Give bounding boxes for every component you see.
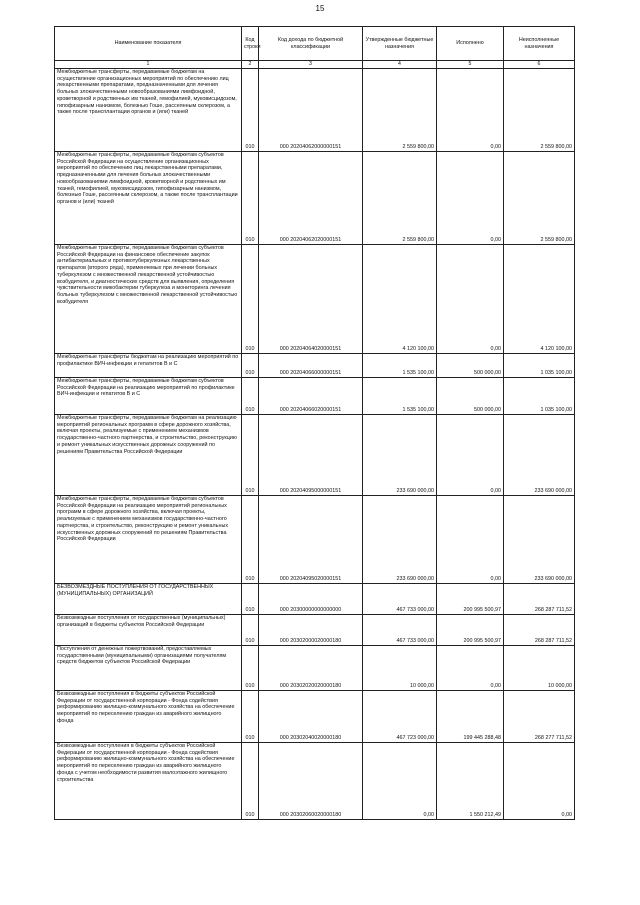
row-line-code-cell: 010 xyxy=(242,743,259,820)
row-approved-cell: 467 733 000,00 xyxy=(363,584,437,615)
column-number: 5 xyxy=(437,61,504,69)
row-executed-cell: 0,00 xyxy=(437,245,504,354)
row-unexecuted-cell: 233 690 000,00 xyxy=(504,496,575,584)
row-approved-cell: 2 559 800,00 xyxy=(363,152,437,245)
page-number: 15 xyxy=(315,4,325,13)
row-line-code-cell: 010 xyxy=(242,415,259,496)
row-approved-cell: 467 733 000,00 xyxy=(363,615,437,646)
row-executed-cell: 500 000,00 xyxy=(437,354,504,378)
header-line-code: Код строки xyxy=(242,27,259,61)
row-budget-code-cell: 000 20204062020000151 xyxy=(259,152,363,245)
row-unexecuted-cell: 268 287 711,52 xyxy=(504,584,575,615)
row-approved-cell: 2 559 800,00 xyxy=(363,69,437,152)
header-executed: Исполнено xyxy=(437,27,504,61)
row-line-code-cell: 010 xyxy=(242,691,259,743)
row-budget-code-cell: 000 20204095000000151 xyxy=(259,415,363,496)
table-row xyxy=(55,415,575,496)
row-executed-cell: 200 995 500,97 xyxy=(437,584,504,615)
row-approved-cell: 10 000,00 xyxy=(363,646,437,691)
row-unexecuted-cell: 2 559 800,00 xyxy=(504,69,575,152)
row-budget-code-cell: 000 20204064020000151 xyxy=(259,245,363,354)
row-line-code-cell: 010 xyxy=(242,152,259,245)
row-executed-cell: 199 445 288,48 xyxy=(437,691,504,743)
row-name-cell: Межбюджетные трансферты, передаваемые бюджетам субъектов Российской Федерации на финансовое обеспечение закупок антибактериальных и противотуберкулезных лекарственных препаратов (второго ряда), применяемых при лечении больных туберкулезом с множественной лекарственной устойчивостью возбудителя, и диагностических средств для выявления, определения чувствительности микобактерии туберкулеза и мониторинга лечения больных туберкулезом с множественной лекарственной устойчивостью возбудителя xyxy=(55,245,242,354)
row-budget-code-cell: 000 20302060020000180 xyxy=(259,743,363,820)
row-approved-cell: 1 535 100,00 xyxy=(363,378,437,415)
row-name-cell: Межбюджетные трансферты, передаваемые бюджетам субъектов Российской Федерации на реализацию мероприятий по профилактике ВИЧ-инфекции и гепатитов B и C xyxy=(55,378,242,415)
table-row xyxy=(55,245,575,354)
table-row xyxy=(55,646,575,691)
row-budget-code-cell: 000 20302000020000180 xyxy=(259,615,363,646)
row-unexecuted-cell: 0,00 xyxy=(504,743,575,820)
row-name-cell: Межбюджетные трансферты, передаваемые бюджетам субъектов Российской Федерации на осуществление организационных мероприятий по обеспечению лиц лекарственными препаратами, предназначенными для лечения больных злокачественными новообразованиями лимфоидной, кроветворной и родственных им тканей, гемофилией, муковисцидозом, гипофизарным нанизмом, болезнью Гоше, рассеянным склерозом, а также после трансплантации органов и (или) тканей xyxy=(55,152,242,245)
row-line-code-cell: 010 xyxy=(242,69,259,152)
row-executed-cell: 500 000,00 xyxy=(437,378,504,415)
row-name-cell: Поступления от денежных пожертвований, предоставляемых государственными (муниципальными) организациями получателям средств бюджетов субъектов Российской Федерации xyxy=(55,646,242,691)
row-budget-code-cell: 000 20204062000000151 xyxy=(259,69,363,152)
row-name-cell: Безвозмездные поступления в бюджеты субъектов Российской Федерации от государственной корпорации - Фонда содействия реформированию жилищно-коммунального хозяйства на обеспечение мероприятий по переселению граждан из аварийного жилищного фонда с учетом необходимости развития малоэтажного жилищного строительства xyxy=(55,743,242,820)
row-executed-cell: 200 995 500,97 xyxy=(437,615,504,646)
row-approved-cell: 233 690 000,00 xyxy=(363,415,437,496)
row-approved-cell: 0,00 xyxy=(363,743,437,820)
row-budget-code-cell: 000 20300000000000000 xyxy=(259,584,363,615)
table-row xyxy=(55,691,575,743)
row-unexecuted-cell: 1 035 100,00 xyxy=(504,378,575,415)
header-name: Наименование показателя xyxy=(55,27,242,61)
header-unexecuted: Неисполненные назначения xyxy=(504,27,575,61)
row-approved-cell: 1 535 100,00 xyxy=(363,354,437,378)
row-approved-cell: 4 120 100,00 xyxy=(363,245,437,354)
row-unexecuted-cell: 268 277 711,52 xyxy=(504,691,575,743)
budget-execution-table xyxy=(54,26,575,820)
row-budget-code-cell: 000 20204095020000151 xyxy=(259,496,363,584)
header-budget-code: Код дохода по бюджетной классификации xyxy=(259,27,363,61)
table-row xyxy=(55,69,575,152)
row-executed-cell: 0,00 xyxy=(437,646,504,691)
row-name-cell: Межбюджетные трансферты, передаваемые бюджетам на реализацию мероприятий региональных программ в сфере дорожного хозяйства, включая проекты, реализуемые с применением механизмов государственно-частного партнерства, и строительство, реконструкцию и ремонт уникальных искусственных дорожных сооружений по решениям Правительства Российской Федерации xyxy=(55,415,242,496)
row-executed-cell: 0,00 xyxy=(437,69,504,152)
row-executed-cell: 0,00 xyxy=(437,152,504,245)
row-executed-cell: 0,00 xyxy=(437,415,504,496)
row-line-code-cell: 010 xyxy=(242,615,259,646)
column-number: 3 xyxy=(259,61,363,69)
row-name-cell: Межбюджетные трансферты, передаваемые бюджетам на осуществление организационных мероприятий по обеспечению лиц лекарственными препаратами, предназначенными для лечения больных злокачественными новообразованиями лимфоидной, кроветворной и родственных им тканей, гемофилией, муковисцидозом, гипофизарным нанизмом, болезнью Гоше, рассеянным склерозом, а также после трансплантации органов и (или) тканей xyxy=(55,69,242,152)
table-row xyxy=(55,615,575,646)
row-budget-code-cell: 000 20302020020000180 xyxy=(259,646,363,691)
row-executed-cell: 1 550 212,49 xyxy=(437,743,504,820)
table-body xyxy=(55,69,575,820)
table-row xyxy=(55,496,575,584)
row-name-cell: Безвозмездные поступления в бюджеты субъектов Российской Федерации от государственной корпорации - Фонда содействия реформированию жилищно-коммунального хозяйства на обеспечение мероприятий по переселению граждан из аварийного жилищного фонда xyxy=(55,691,242,743)
column-number: 4 xyxy=(363,61,437,69)
row-unexecuted-cell: 10 000,00 xyxy=(504,646,575,691)
row-unexecuted-cell: 1 035 100,00 xyxy=(504,354,575,378)
row-line-code-cell: 010 xyxy=(242,646,259,691)
row-budget-code-cell: 000 20204066020000151 xyxy=(259,378,363,415)
row-unexecuted-cell: 233 690 000,00 xyxy=(504,415,575,496)
row-name-cell: Безвозмездные поступления от государственных (муниципальных) организаций в бюджеты субъектов Российской Федерации xyxy=(55,615,242,646)
table-header-row xyxy=(55,27,575,61)
table-row xyxy=(55,743,575,820)
column-number: 2 xyxy=(242,61,259,69)
row-approved-cell: 467 723 000,00 xyxy=(363,691,437,743)
table-row xyxy=(55,354,575,378)
row-name-cell: БЕЗВОЗМЕЗДНЫЕ ПОСТУПЛЕНИЯ ОТ ГОСУДАРСТВЕННЫХ (МУНИЦИПАЛЬНЫХ) ОРГАНИЗАЦИЙ xyxy=(55,584,242,615)
row-unexecuted-cell: 268 287 711,52 xyxy=(504,615,575,646)
row-unexecuted-cell: 4 120 100,00 xyxy=(504,245,575,354)
row-line-code-cell: 010 xyxy=(242,245,259,354)
row-line-code-cell: 010 xyxy=(242,584,259,615)
row-budget-code-cell: 000 20302040020000180 xyxy=(259,691,363,743)
column-number: 6 xyxy=(504,61,575,69)
row-line-code-cell: 010 xyxy=(242,496,259,584)
row-budget-code-cell: 000 20204066000000151 xyxy=(259,354,363,378)
table-row xyxy=(55,152,575,245)
header-approved: Утвержденные бюджетные назначения xyxy=(363,27,437,61)
column-numbers-row xyxy=(55,61,575,69)
column-number: 1 xyxy=(55,61,242,69)
row-unexecuted-cell: 2 559 800,00 xyxy=(504,152,575,245)
table-row xyxy=(55,378,575,415)
row-approved-cell: 233 690 000,00 xyxy=(363,496,437,584)
row-name-cell: Межбюджетные трансферты, передаваемые бюджетам субъектов Российской Федерации на реализацию мероприятий региональных программ в сфере дорожного хозяйства, включая проекты, реализуемые с применением механизмов государственно-частного партнерства, и строительство, реконструкцию и ремонт уникальных искусственных дорожных сооружений по решениям Правительства Российской Федерации xyxy=(55,496,242,584)
row-line-code-cell: 010 xyxy=(242,354,259,378)
row-executed-cell: 0,00 xyxy=(437,496,504,584)
table-row xyxy=(55,584,575,615)
row-name-cell: Межбюджетные трансферты бюджетам на реализацию мероприятий по профилактике ВИЧ-инфекции и гепатитов B и C xyxy=(55,354,242,378)
row-line-code-cell: 010 xyxy=(242,378,259,415)
